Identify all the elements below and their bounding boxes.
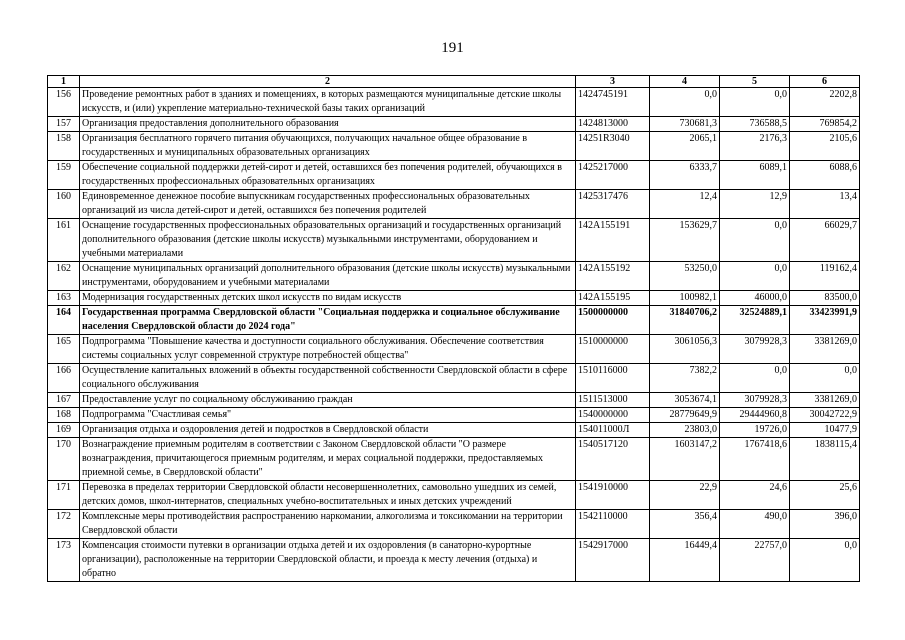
row-value-2022: 356,4 [650, 510, 720, 539]
row-value-2024: 66029,7 [790, 219, 860, 262]
table-row [48, 335, 860, 364]
row-number: 156 [48, 88, 80, 117]
row-value-2023: 22757,0 [720, 539, 790, 582]
row-code: 1541910000 [576, 481, 650, 510]
table-row [48, 481, 860, 510]
row-code: 14251R3040 [576, 132, 650, 161]
header-col-6: 6 [790, 76, 860, 88]
row-value-2023: 0,0 [720, 262, 790, 291]
row-value-2022: 23803,0 [650, 423, 720, 438]
row-value-2024: 396,0 [790, 510, 860, 539]
table-row [48, 393, 860, 408]
row-name: Организация предоставления дополнительного образования [80, 117, 576, 132]
row-value-2023: 0,0 [720, 364, 790, 393]
row-code: 1540517120 [576, 438, 650, 481]
row-name: Государственная программа Свердловской области "Социальная поддержка и социальное обслуживание населения Свердловской области до 2024 года" [80, 306, 576, 335]
row-number: 160 [48, 190, 80, 219]
table-row [48, 132, 860, 161]
row-code: 1542917000 [576, 539, 650, 582]
row-value-2024: 1838115,4 [790, 438, 860, 481]
row-value-2022: 6333,7 [650, 161, 720, 190]
row-name: Оснащение муниципальных организаций дополнительного образования (детские школы искусств) музыкальными инструментами, оборудованием и учебными материалами [80, 262, 576, 291]
row-value-2022: 3061056,3 [650, 335, 720, 364]
row-value-2024: 0,0 [790, 539, 860, 582]
row-number: 166 [48, 364, 80, 393]
row-name: Оснащение государственных профессиональных образовательных организаций и государственных организаций дополнительного образования (детские школы искусств) музыкальными инструментами, оборудованием и учебными материалами [80, 219, 576, 262]
table-row [48, 291, 860, 306]
row-name: Предоставление услуг по социальному обслуживанию граждан [80, 393, 576, 408]
row-code: 1500000000 [576, 306, 650, 335]
row-code: 1510116000 [576, 364, 650, 393]
row-number: 173 [48, 539, 80, 582]
header-col-1: 1 [48, 76, 80, 88]
row-value-2024: 769854,2 [790, 117, 860, 132]
header-col-3: 3 [576, 76, 650, 88]
row-code: 142A155191 [576, 219, 650, 262]
row-value-2024: 83500,0 [790, 291, 860, 306]
row-value-2024: 119162,4 [790, 262, 860, 291]
row-code: 1424813000 [576, 117, 650, 132]
table-row [48, 408, 860, 423]
row-code: 1540000000 [576, 408, 650, 423]
row-value-2022: 100982,1 [650, 291, 720, 306]
row-value-2024: 2105,6 [790, 132, 860, 161]
header-col-4: 4 [650, 76, 720, 88]
row-value-2022: 7382,2 [650, 364, 720, 393]
row-value-2024: 2202,8 [790, 88, 860, 117]
row-value-2022: 28779649,9 [650, 408, 720, 423]
row-number: 165 [48, 335, 80, 364]
row-number: 163 [48, 291, 80, 306]
row-number: 169 [48, 423, 80, 438]
row-value-2024: 0,0 [790, 364, 860, 393]
row-code: 1425317476 [576, 190, 650, 219]
row-value-2024: 25,6 [790, 481, 860, 510]
row-value-2024: 10477,9 [790, 423, 860, 438]
row-value-2022: 16449,4 [650, 539, 720, 582]
table-header-row [48, 76, 860, 88]
table-row [48, 117, 860, 132]
row-value-2024: 30042722,9 [790, 408, 860, 423]
row-code: 142A155195 [576, 291, 650, 306]
row-value-2023: 46000,0 [720, 291, 790, 306]
header-col-5: 5 [720, 76, 790, 88]
table-row [48, 219, 860, 262]
row-name: Единовременное денежное пособие выпускникам государственных профессиональных образовательных организаций из числа детей-сирот и детей, оставшихся без попечения родителей [80, 190, 576, 219]
row-name: Модернизация государственных детских школ искусств по видам искусств [80, 291, 576, 306]
row-value-2024: 3381269,0 [790, 335, 860, 364]
row-code: 1542110000 [576, 510, 650, 539]
row-value-2023: 24,6 [720, 481, 790, 510]
row-number: 157 [48, 117, 80, 132]
row-value-2023: 6089,1 [720, 161, 790, 190]
row-value-2024: 6088,6 [790, 161, 860, 190]
row-value-2023: 736588,5 [720, 117, 790, 132]
row-name: Обеспечение социальной поддержки детей-сирот и детей, оставшихся без попечения родителей, обучающихся в государственных профессиональных образовательных организациях [80, 161, 576, 190]
table-row [48, 364, 860, 393]
row-value-2023: 3079928,3 [720, 335, 790, 364]
row-value-2023: 32524889,1 [720, 306, 790, 335]
row-name: Вознаграждение приемным родителям в соответствии с Законом Свердловской области "О размере вознаграждения, причитающегося приемным родителям, и мерах социальной поддержки, предоставляемых приемной семье, в Свердловской области" [80, 438, 576, 481]
row-name: Организация бесплатного горячего питания обучающихся, получающих начальное общее образование в государственных и муниципальных образовательных организациях [80, 132, 576, 161]
row-value-2024: 13,4 [790, 190, 860, 219]
row-value-2022: 3053674,1 [650, 393, 720, 408]
row-value-2023: 19726,0 [720, 423, 790, 438]
row-name: Перевозка в пределах территории Свердловской области несовершеннолетних, самовольно ушедших из семей, детских домов, школ-интернатов, специальных учебно-воспитательных и иных детских учреждений [80, 481, 576, 510]
row-value-2024: 33423991,9 [790, 306, 860, 335]
row-number: 164 [48, 306, 80, 335]
row-name: Подпрограмма "Счастливая семья" [80, 408, 576, 423]
row-value-2022: 0,0 [650, 88, 720, 117]
table-body [48, 88, 860, 582]
row-value-2024: 3381269,0 [790, 393, 860, 408]
row-value-2023: 29444960,8 [720, 408, 790, 423]
row-name: Комплексные меры противодействия распространению наркомании, алкоголизма и токсикомании на территории Свердловской области [80, 510, 576, 539]
table-row [48, 306, 860, 335]
row-number: 172 [48, 510, 80, 539]
row-name: Компенсация стоимости путевки в организации отдыха детей и их оздоровления (в санаторно-курортные организации), расположенные на территории Свердловской области, и проезда к месту лечения (отдыха) и обратно [80, 539, 576, 582]
row-code: 1510000000 [576, 335, 650, 364]
row-number: 170 [48, 438, 80, 481]
table-row [48, 88, 860, 117]
row-number: 171 [48, 481, 80, 510]
row-value-2022: 12,4 [650, 190, 720, 219]
row-name: Подпрограмма "Повышение качества и доступности социального обслуживания. Обеспечение соответствия системы социальных услуг современной структуре потребностей общества" [80, 335, 576, 364]
row-number: 168 [48, 408, 80, 423]
page-number: 191 [441, 40, 464, 56]
row-value-2023: 3079928,3 [720, 393, 790, 408]
row-code: 1425217000 [576, 161, 650, 190]
table-row [48, 510, 860, 539]
row-number: 161 [48, 219, 80, 262]
row-name: Организация отдыха и оздоровления детей и подростков в Свердловской области [80, 423, 576, 438]
row-value-2022: 53250,0 [650, 262, 720, 291]
row-code: 142A155192 [576, 262, 650, 291]
budget-table [47, 75, 860, 582]
row-value-2023: 490,0 [720, 510, 790, 539]
row-value-2022: 1603147,2 [650, 438, 720, 481]
row-value-2023: 1767418,6 [720, 438, 790, 481]
table-row [48, 161, 860, 190]
table-row [48, 539, 860, 582]
row-name: Проведение ремонтных работ в зданиях и помещениях, в которых размещаются муниципальные детские школы искусств, и (или) укрепление материально-технической базы таких организаций [80, 88, 576, 117]
row-code: 1424745191 [576, 88, 650, 117]
row-code: 154011000Л [576, 423, 650, 438]
row-value-2023: 2176,3 [720, 132, 790, 161]
table-row [48, 190, 860, 219]
row-value-2022: 2065,1 [650, 132, 720, 161]
row-value-2022: 22,9 [650, 481, 720, 510]
header-col-2: 2 [80, 76, 576, 88]
row-value-2023: 0,0 [720, 219, 790, 262]
table-row [48, 262, 860, 291]
table-row [48, 423, 860, 438]
row-value-2023: 12,9 [720, 190, 790, 219]
row-code: 1511513000 [576, 393, 650, 408]
table-row [48, 438, 860, 481]
row-value-2023: 0,0 [720, 88, 790, 117]
row-number: 167 [48, 393, 80, 408]
row-number: 159 [48, 161, 80, 190]
row-value-2022: 730681,3 [650, 117, 720, 132]
row-number: 158 [48, 132, 80, 161]
row-value-2022: 31840706,2 [650, 306, 720, 335]
row-value-2022: 153629,7 [650, 219, 720, 262]
row-name: Осуществление капитальных вложений в объекты государственной собственности Свердловской области в сфере социального обслуживания [80, 364, 576, 393]
row-number: 162 [48, 262, 80, 291]
